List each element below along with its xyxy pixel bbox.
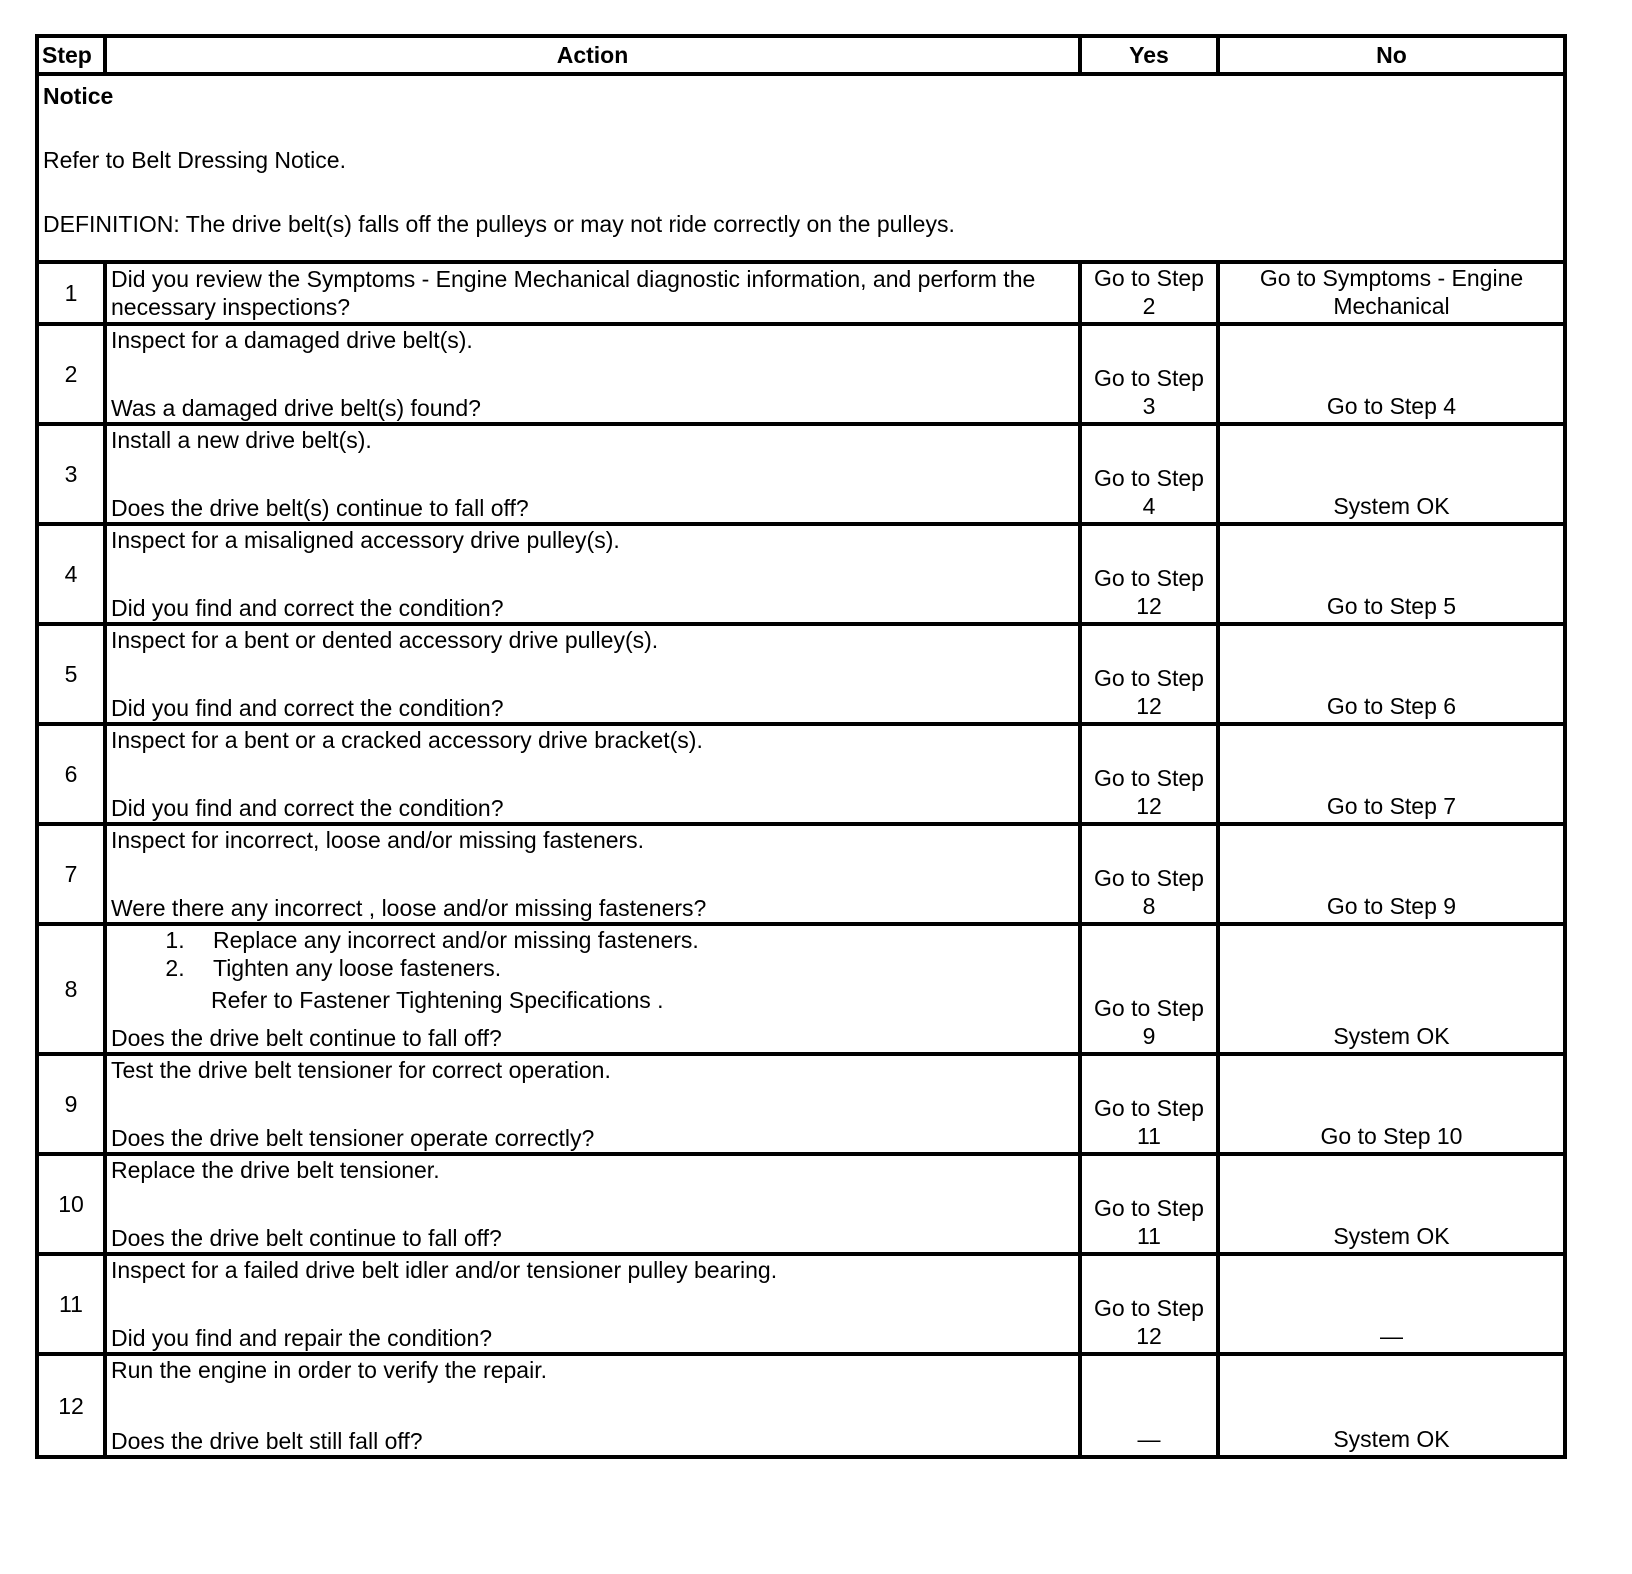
- yes-cell: Go to Step 11: [1080, 1154, 1218, 1254]
- header-row: [37, 36, 1565, 74]
- action-cell: [105, 924, 1080, 1054]
- notice-refer: Refer to Belt Dressing Notice.: [43, 147, 346, 173]
- table-row: [37, 1354, 1565, 1457]
- no-cell: System OK: [1218, 924, 1565, 1054]
- action-question: Did you find and correct the condition?: [111, 595, 504, 621]
- action-question: Does the drive belt continue to fall off?: [111, 1025, 502, 1051]
- no-cell: Go to Step 5: [1218, 524, 1565, 624]
- table-row: [37, 1254, 1565, 1354]
- no-cell: System OK: [1218, 1154, 1565, 1254]
- action-question: Did you find and correct the condition?: [111, 795, 504, 821]
- no-cell: System OK: [1218, 1354, 1565, 1457]
- action-text: Inspect for a bent or a cracked accessory drive bracket(s).: [111, 727, 703, 753]
- yes-cell: Go to Step 9: [1080, 924, 1218, 1054]
- header-action: Action: [105, 36, 1080, 74]
- action-text: Inspect for a damaged drive belt(s).: [111, 327, 473, 353]
- yes-cell: Go to Step 4: [1080, 424, 1218, 524]
- action-question: Does the drive belt continue to fall off?: [111, 1225, 502, 1251]
- action-list-item: 2. Tighten any loose fasteners.: [191, 954, 1074, 982]
- action-text: Test the drive belt tensioner for correct operation.: [111, 1057, 611, 1083]
- action-sub-note: Refer to Fastener Tightening Specifications .: [211, 987, 664, 1013]
- step-number: 4: [37, 524, 105, 624]
- table-row: [37, 724, 1565, 824]
- notice-row: [37, 74, 1565, 262]
- header-no: No: [1218, 36, 1565, 74]
- action-question: Does the drive belt still fall off?: [111, 1428, 423, 1454]
- table-row: [37, 624, 1565, 724]
- step-number: 7: [37, 824, 105, 924]
- step-number: 11: [37, 1254, 105, 1354]
- header-yes: Yes: [1080, 36, 1218, 74]
- step-number: 3: [37, 424, 105, 524]
- table-row: [37, 824, 1565, 924]
- action-question: Was a damaged drive belt(s) found?: [111, 395, 481, 421]
- step-number: 5: [37, 624, 105, 724]
- action-cell: [105, 262, 1080, 324]
- table-row: [37, 524, 1565, 624]
- notice-title: Notice: [43, 83, 114, 109]
- action-cell: [105, 624, 1080, 724]
- action-cell: [105, 1054, 1080, 1154]
- no-cell: Go to Symptoms - Engine Mechanical: [1218, 262, 1565, 324]
- step-number: 8: [37, 924, 105, 1054]
- yes-cell: Go to Step 12: [1080, 624, 1218, 724]
- no-cell: Go to Step 9: [1218, 824, 1565, 924]
- no-cell: —: [1218, 1254, 1565, 1354]
- action-text: Run the engine in order to verify the repair.: [111, 1357, 547, 1383]
- action-question: Were there any incorrect , loose and/or missing fasteners?: [111, 895, 707, 921]
- action-list-item: 1. Replace any incorrect and/or missing fasteners.: [191, 926, 1074, 954]
- yes-cell: Go to Step 12: [1080, 1254, 1218, 1354]
- step-number: 12: [37, 1354, 105, 1457]
- action-cell: [105, 1254, 1080, 1354]
- action-text: Inspect for incorrect, loose and/or missing fasteners.: [111, 827, 645, 853]
- action-text: Inspect for a failed drive belt idler and/or tensioner pulley bearing.: [111, 1257, 778, 1283]
- header-step: Step: [37, 36, 105, 74]
- table-row: [37, 924, 1565, 1054]
- action-question: Did you find and repair the condition?: [111, 1325, 493, 1351]
- step-number: 2: [37, 324, 105, 424]
- yes-cell: Go to Step 12: [1080, 524, 1218, 624]
- action-cell: [105, 824, 1080, 924]
- table-row: [37, 1054, 1565, 1154]
- yes-cell: Go to Step 8: [1080, 824, 1218, 924]
- no-cell: System OK: [1218, 424, 1565, 524]
- no-cell: Go to Step 4: [1218, 324, 1565, 424]
- diagnostic-table: [35, 34, 1567, 1459]
- step-number: 9: [37, 1054, 105, 1154]
- action-text: Did you review the Symptoms - Engine Mechanical diagnostic information, and perform the necessary inspections?: [111, 266, 1036, 320]
- yes-cell: —: [1080, 1354, 1218, 1457]
- action-cell: [105, 1354, 1080, 1457]
- yes-cell: Go to Step 12: [1080, 724, 1218, 824]
- action-question: Did you find and correct the condition?: [111, 695, 504, 721]
- step-number: 6: [37, 724, 105, 824]
- action-text: Replace the drive belt tensioner.: [111, 1157, 440, 1183]
- action-cell: [105, 1154, 1080, 1254]
- table-row: [37, 324, 1565, 424]
- yes-cell: Go to Step 3: [1080, 324, 1218, 424]
- action-cell: [105, 324, 1080, 424]
- step-number: 10: [37, 1154, 105, 1254]
- notice-definition: DEFINITION: The drive belt(s) falls off the pulleys or may not ride correctly on the pulleys.: [43, 211, 955, 237]
- no-cell: Go to Step 10: [1218, 1054, 1565, 1154]
- table-row: [37, 262, 1565, 324]
- no-cell: Go to Step 6: [1218, 624, 1565, 724]
- yes-cell: Go to Step 11: [1080, 1054, 1218, 1154]
- action-cell: [105, 524, 1080, 624]
- table-row: [37, 424, 1565, 524]
- action-cell: [105, 724, 1080, 824]
- action-text: Install a new drive belt(s).: [111, 427, 372, 453]
- action-text: Inspect for a bent or dented accessory drive pulley(s).: [111, 627, 659, 653]
- no-cell: Go to Step 7: [1218, 724, 1565, 824]
- yes-cell: Go to Step 2: [1080, 262, 1218, 324]
- action-text: Inspect for a misaligned accessory drive pulley(s).: [111, 527, 620, 553]
- action-question: Does the drive belt tensioner operate correctly?: [111, 1125, 595, 1151]
- step-number: 1: [37, 262, 105, 324]
- action-cell: [105, 424, 1080, 524]
- action-question: Does the drive belt(s) continue to fall off?: [111, 495, 529, 521]
- table-row: [37, 1154, 1565, 1254]
